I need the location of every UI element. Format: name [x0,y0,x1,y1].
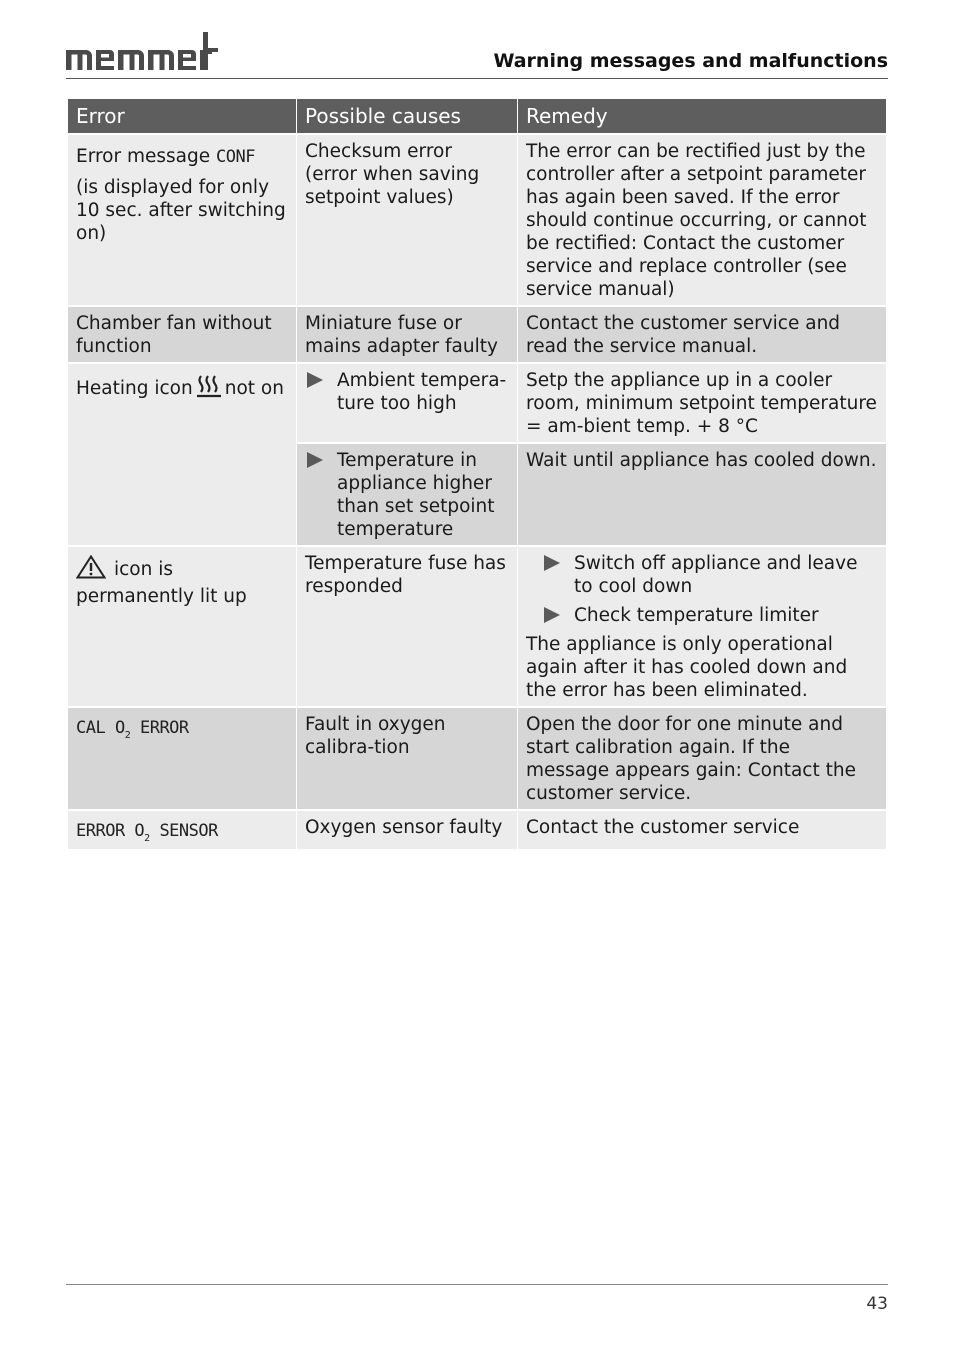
header-divider [66,78,888,79]
table-cell-remedy: Open the door for one minute and start calibration again. If the message appears gain: Contact the customer service. [518,708,886,809]
bullet-arrow-icon [307,372,323,388]
list-item: Switch off appliance and leave to cool down [542,552,878,598]
table-cell-error: Chamber fan without function [68,307,296,362]
warning-triangle-icon [76,555,106,585]
table-cell-remedy: Contact the customer service and read the service manual. [518,307,886,362]
page-number: 43 [866,1294,888,1314]
bullet-arrow-icon [544,555,560,571]
heating-icon [196,374,222,404]
section-title: Warning messages and malfunctions [493,50,888,72]
table-cell-error [68,811,296,849]
table-cell-remedy: Setp the appliance up in a cooler room, minimum setpoint temperature = am-bient temp. + 8 °C [518,364,886,442]
column-header-causes: Possible causes [297,99,517,133]
list-item: Check temperature limiter [542,604,878,627]
bullet-arrow-icon [544,607,560,623]
error-note: (is displayed for only 10 sec. after switching on) [76,177,286,244]
table-cell-error [68,364,296,545]
error-label-suffix: not on [224,378,284,399]
column-header-error: Error [68,99,296,133]
table-cell-cause: Oxygen sensor faulty [297,811,517,849]
error-label: Heating icon [76,378,193,399]
error-label-suffix: icon is permanently lit up [76,559,247,607]
table-cell-remedy: Wait until appliance has cooled down. [518,444,886,545]
table-cell-cause [297,364,517,442]
table-cell-remedy: The error can be rectified just by the controller after a setpoint parameter has again been saved. If the error should continue occurring, or cannot be rectified: Contact the customer service and replace controller (see service manual) [518,135,886,305]
remedy-note: The appliance is only operational again after it has cooled down and the error has been eliminated. [526,634,848,701]
table-cell-cause: Checksum error (error when saving setpoint values) [297,135,517,305]
table-cell-cause: Temperature fuse has responded [297,547,517,706]
error-table [68,99,886,849]
bullet-arrow-icon [307,452,323,468]
table-cell-cause: Miniature fuse or mains adapter faulty [297,307,517,362]
display-code-conf: CONF [216,147,255,167]
footer-divider [66,1284,888,1285]
display-code-error-o2-sensor: ERROR $O_2$ SENSOR [76,821,218,844]
table-cell-error [68,135,296,305]
memmert-logo [64,30,220,72]
table-cell-remedy [518,547,886,706]
table-cell-cause [297,444,517,545]
column-header-remedy: Remedy [518,99,886,133]
table-cell-remedy: Contact the customer service [518,811,886,849]
list-item: Ambient tempera-ture too high [305,369,509,415]
error-label: Error message [76,146,211,167]
table-cell-error [68,708,296,809]
table-cell-cause: Fault in oxygen calibra-tion [297,708,517,809]
list-item: Temperature in appliance higher than set setpoint temperature [305,449,509,541]
display-code-cal-o2-error: CAL $O_2$ ERROR [76,718,189,741]
table-cell-error [68,547,296,706]
